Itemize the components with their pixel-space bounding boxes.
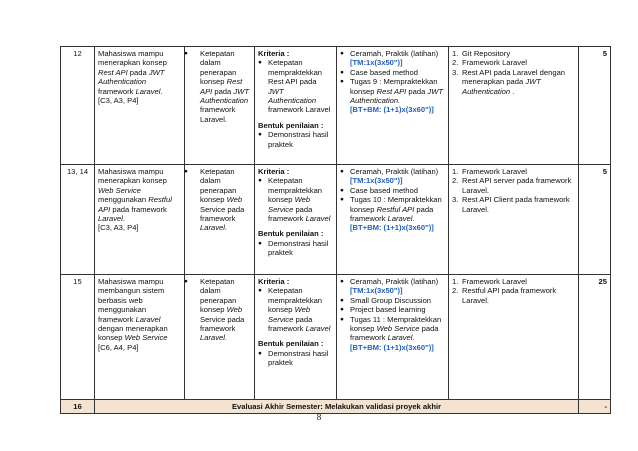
text: .	[510, 86, 515, 96]
tm-text: [TM:1x(3x50")]	[350, 286, 403, 296]
list-item	[340, 167, 445, 186]
text: Framework Laravel	[462, 277, 527, 286]
list-item	[258, 176, 333, 223]
text: JWT Authentication	[98, 67, 165, 87]
sub-cpmk-cell	[95, 275, 185, 400]
text: Git Repository	[462, 49, 511, 58]
kriteria-label: Kriteria :	[258, 277, 290, 286]
text: Web Service	[98, 185, 141, 195]
metode-cell	[337, 47, 449, 165]
week-cell	[61, 47, 95, 165]
page-number: 8	[316, 412, 322, 422]
list-item	[340, 315, 445, 343]
kriteria-label: Kriteria :	[258, 167, 290, 176]
metode-cell	[337, 275, 449, 400]
week-number: 15	[73, 277, 82, 286]
list-item: 1. Framework Laravel	[452, 277, 527, 286]
text: Ketepatan dalam penerapan konsep	[200, 49, 237, 87]
text: framework Laravel	[268, 105, 331, 115]
btbm-text: [BT+BM: (1+1)x(3x60")]	[350, 342, 434, 352]
text: Ketepatan mempraktekkan Rest API pada	[268, 58, 323, 87]
text: Laravel	[135, 314, 161, 324]
sub-cpmk-cell	[95, 47, 185, 165]
materi-cell	[449, 47, 579, 165]
bobot-value: 25	[598, 277, 607, 286]
list-item: 2. Restful API pada framework Laravel.	[452, 286, 557, 305]
text: Rest API pada Laravel dengan menerapkan pada	[462, 67, 566, 87]
text: Rest API server pada framework Laravel.	[462, 176, 572, 195]
list-item: ● Case based method	[340, 68, 445, 77]
text: .	[412, 333, 415, 343]
list-item: ● Demonstrasi hasil praktek	[258, 239, 333, 258]
text: .	[160, 86, 163, 96]
bobot-cell	[579, 275, 611, 400]
text: Laravel	[305, 324, 331, 334]
text: Rest API	[98, 67, 128, 77]
text: Web Service	[268, 195, 311, 214]
text: pada	[406, 86, 428, 96]
text: Ceramah, Praktik (latihan)	[350, 49, 439, 58]
week-number: 16	[73, 402, 82, 411]
text: JWT Authentication.	[350, 86, 444, 106]
text: JWT Authentication	[200, 86, 249, 106]
list-item: 1. Framework Laravel	[452, 167, 527, 176]
text: pada framework	[350, 324, 439, 343]
list-item	[258, 58, 333, 114]
indikator-cell	[185, 275, 255, 400]
tm-text: [TM:1x(3x50")]	[350, 58, 403, 68]
bobot-value: -	[604, 402, 607, 411]
week-number: 13, 14	[66, 167, 89, 176]
text: .	[224, 333, 228, 343]
week-cell	[61, 165, 95, 275]
text: Laravel	[135, 86, 161, 96]
sub-cpmk-cell	[95, 165, 185, 275]
bentuk-label: Bentuk penilaian :	[258, 120, 324, 130]
text: Ketepatan dalam penerapan konsep	[200, 277, 237, 315]
kriteria-cell	[255, 275, 337, 400]
text: pada framework	[268, 314, 313, 334]
list-item: ● Demonstrasi hasil praktek	[258, 130, 333, 149]
text: Ketepatan dalam penerapan konsep	[200, 167, 237, 205]
rps-table	[60, 46, 611, 414]
list-item: ● Case based method	[340, 186, 445, 195]
bullet-icon: ●	[184, 278, 188, 285]
bentuk-label: Bentuk penilaian :	[258, 229, 324, 239]
text: Laravel	[305, 214, 331, 224]
text: JWT Authentication	[268, 86, 317, 106]
text: Rest API Client pada framework Laravel.	[462, 195, 570, 214]
text: Rest API	[200, 77, 243, 96]
text: Tugas 11 : Mempraktekkan konsep	[350, 314, 442, 334]
list-item: ● Demonstrasi hasil praktek	[258, 349, 333, 368]
text: Web	[226, 195, 243, 205]
text: Ketepatan mempraktekkan konsep	[268, 176, 323, 205]
text: Web	[226, 305, 243, 315]
bullet-icon: ●	[184, 168, 188, 175]
table-row	[61, 275, 611, 400]
text: Tugas 10 : Mempraktekkan konsep	[350, 195, 442, 214]
text: Mahasiswa mampu menerapkan konsep	[98, 49, 167, 68]
bentuk-label: Bentuk penilaian :	[258, 339, 324, 349]
final-description: Evaluasi Akhir Semester: Melakukan validasi proyek akhir	[231, 402, 442, 411]
btbm-text: [BT+BM: (1+1)x(3x60")]	[350, 223, 434, 233]
list-item: 3. Rest API pada Laravel dengan menerapkan pada JWT Authentication .	[452, 67, 566, 96]
kriteria-cell	[255, 165, 337, 275]
list-item	[340, 49, 445, 68]
bobot-cell	[579, 165, 611, 275]
text: Service pada framework	[200, 314, 245, 334]
text: Mahasiswa mampu membangun sistem berbasis web menggunakan framework	[98, 277, 165, 324]
metode-cell	[337, 165, 449, 275]
list-item: 1. Git Repository	[452, 49, 511, 58]
text: Restful API pada framework Laravel.	[462, 286, 557, 305]
text: JWT Authentication	[462, 77, 541, 96]
text: .	[412, 214, 415, 224]
tm-text: [TM:1x(3x50")]	[350, 176, 403, 186]
bullet-icon: ●	[184, 50, 188, 57]
text: Laravel	[200, 333, 225, 343]
text: framework Laravel.	[200, 105, 236, 124]
text: Ceramah, Praktik (latihan)	[350, 167, 439, 176]
btbm-text: [BT+BM: (1+1)x(3x60")]	[350, 105, 434, 115]
text: pada framework	[350, 204, 434, 224]
bobot-cell	[579, 47, 611, 165]
text: Web Service	[124, 333, 168, 343]
text: Framework Laravel	[462, 167, 527, 176]
text: Framework Laravel	[462, 58, 527, 68]
text: Service pada framework	[200, 204, 245, 224]
list-item: ● Project based learning	[340, 305, 445, 314]
bobot-value: 5	[602, 49, 607, 58]
text: pada	[127, 67, 149, 77]
text: Web Service	[268, 305, 311, 324]
text: [C6, A4, P4]	[98, 342, 139, 352]
text: pada framework	[110, 204, 167, 214]
text: Web Service	[376, 324, 420, 334]
indikator-cell	[185, 165, 255, 275]
list-item: ● Small Group Discussion	[340, 296, 445, 305]
text: dengan menerapkan konsep	[98, 324, 168, 343]
text: framework	[98, 86, 136, 96]
kriteria-cell	[255, 47, 337, 165]
text: Laravel	[200, 223, 225, 233]
text: Laravel	[387, 333, 413, 343]
list-item: 3. Rest API Client pada framework Laravel.	[452, 195, 570, 214]
list-item	[340, 77, 445, 105]
list-item: 2. Framework Laravel	[452, 58, 527, 68]
text: pada framework	[268, 204, 313, 224]
materi-cell	[449, 275, 579, 400]
text: [C3, A3, P4]	[98, 223, 139, 233]
text: Restful API	[98, 195, 172, 214]
table-row	[61, 47, 611, 165]
text: Restful API	[376, 204, 415, 214]
materi-cell	[449, 165, 579, 275]
kriteria-label: Kriteria :	[258, 49, 290, 58]
text: Ketepatan mempraktekkan konsep	[268, 286, 323, 315]
text: menggunakan	[98, 195, 149, 205]
text: pada	[212, 86, 234, 96]
week-number: 12	[73, 49, 82, 58]
list-item	[258, 286, 333, 333]
text: Tugas 9 : Mempraktekkan konsep	[350, 77, 438, 96]
text: Ceramah, Praktik (latihan)	[350, 277, 439, 286]
list-item	[340, 277, 445, 296]
list-item: 2. Rest API server pada framework Laravel.	[452, 176, 572, 195]
text: [C3, A3, P4]	[98, 96, 139, 106]
text: .	[224, 223, 228, 233]
text: Laravel	[387, 214, 413, 224]
text: Rest API	[376, 86, 407, 96]
bobot-value: 5	[602, 167, 607, 176]
text: Mahasiswa mampu menerapkan konsep	[98, 167, 167, 186]
text: .	[122, 214, 126, 224]
list-item	[340, 195, 445, 223]
week-cell	[61, 275, 95, 400]
text: Laravel	[98, 214, 123, 224]
indikator-cell	[185, 47, 255, 165]
table-row	[61, 165, 611, 275]
